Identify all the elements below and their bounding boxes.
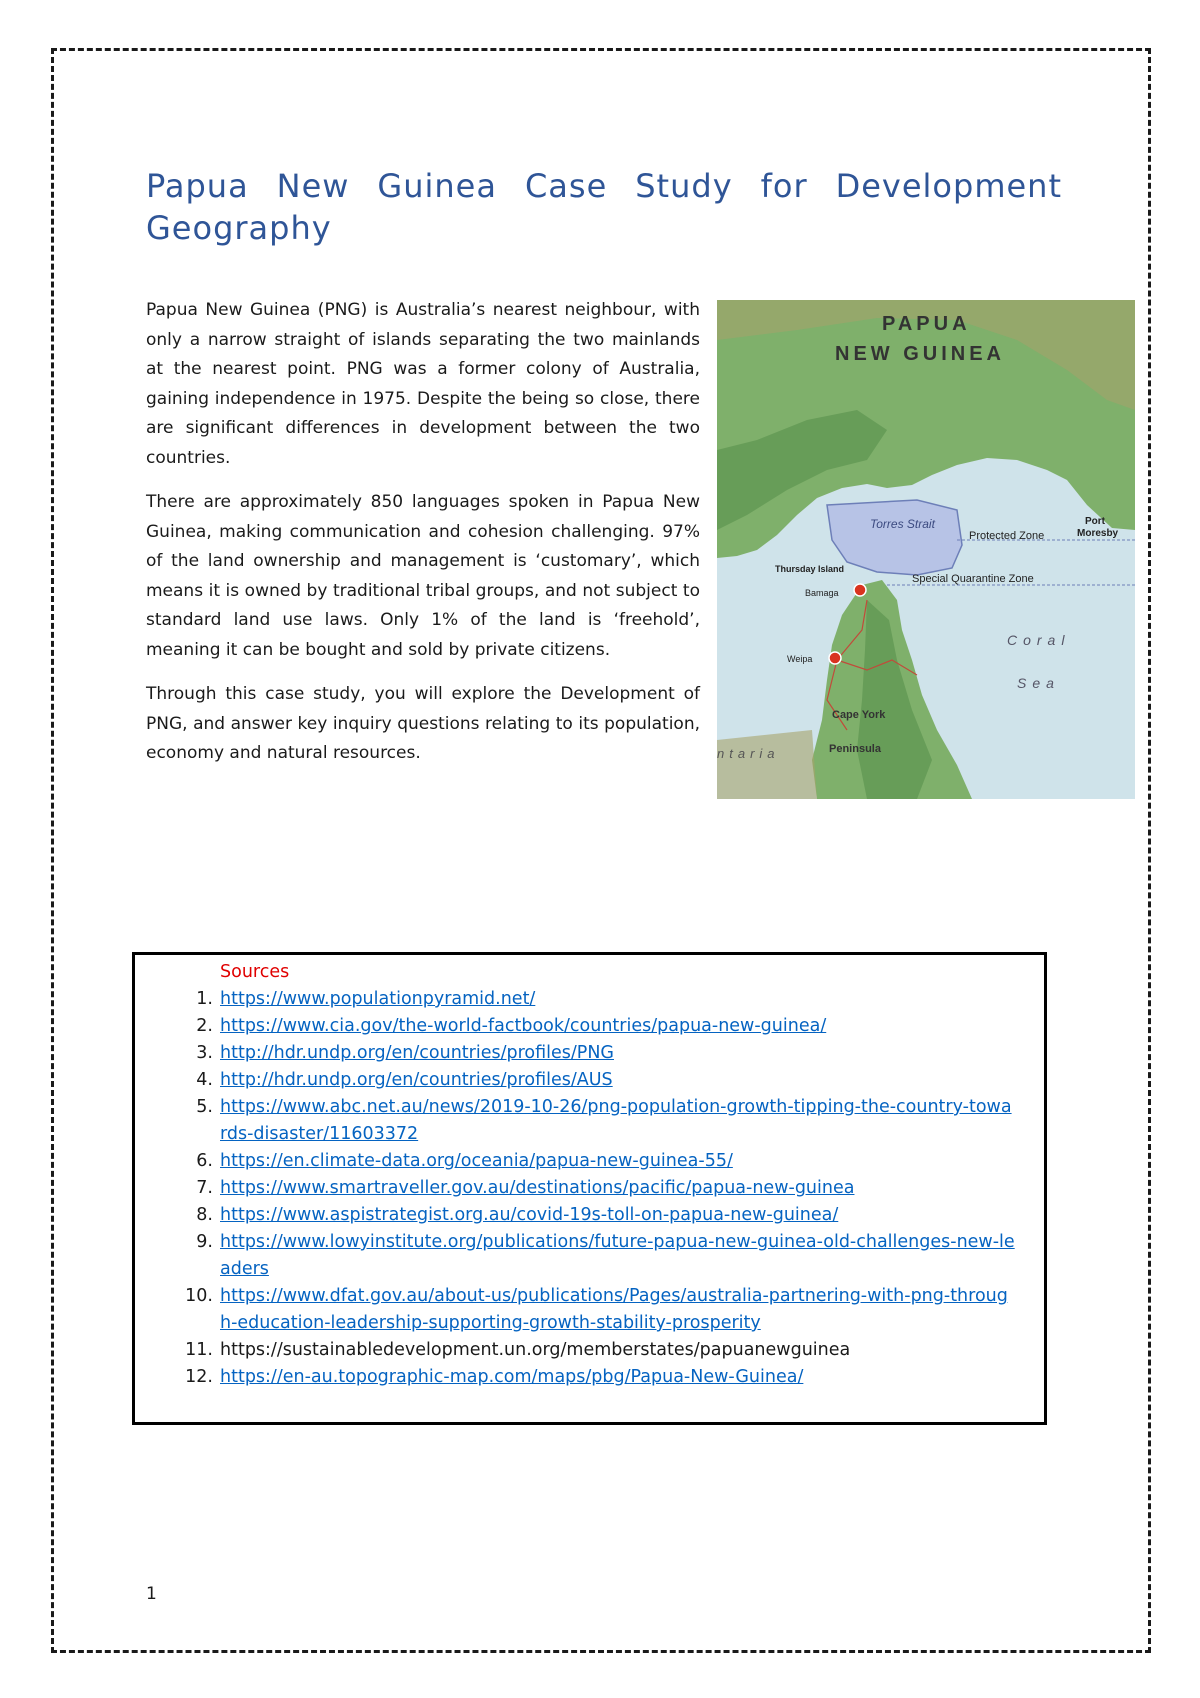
source-item [135,1067,1015,1094]
map-label-ntaria: ntaria [717,746,780,761]
source-link[interactable]: https://en.climate-data.org/oceania/papua-new-guinea-55/ [220,1151,733,1171]
source-item [135,1040,1015,1067]
map-label-torres-strait: Torres Strait [870,517,935,531]
source-number: 4. [196,1070,213,1090]
source-link[interactable]: https://en-au.topographic-map.com/maps/pbg/Papua-New-Guinea/ [220,1367,804,1387]
source-item [135,1229,1015,1283]
paragraph-languages: There are approximately 850 languages spoken in Papua New Guinea, making communication and cohesion challenging. 97% of the land ownership and management is ‘customary’, which means it is owned by traditional tribal groups, and not subject to standard land use laws. Only 1% of the land is ‘freehold’, meaning it can be bought and sold by private citizens. [146,492,700,660]
source-number: 9. [196,1232,213,1252]
map-label-bamaga: Bamaga [805,588,839,598]
source-number: 12. [185,1367,213,1387]
source-link[interactable]: https://www.populationpyramid.net/ [220,989,536,1009]
png-map-image [717,300,1135,799]
page-number: 1 [146,1584,157,1604]
source-item [135,1283,1015,1337]
source-number: 3. [196,1043,213,1063]
source-number: 8. [196,1205,213,1225]
map-title-new-guinea: NEW GUINEA [835,343,1005,365]
source-link[interactable]: https://www.aspistrategist.org.au/covid-19s-toll-on-papua-new-guinea/ [220,1205,839,1225]
source-link[interactable]: https://www.smartraveller.gov.au/destinations/pacific/papua-new-guinea [220,1178,855,1198]
source-link[interactable]: https://www.cia.gov/the-world-factbook/countries/papua-new-guinea/ [220,1016,827,1036]
source-link[interactable]: https://www.lowyinstitute.org/publications/future-papua-new-guinea-old-challenges-new-leaders [220,1232,1015,1279]
map-label-weipa: Weipa [787,654,813,664]
source-link[interactable]: http://hdr.undp.org/en/countries/profiles/PNG [220,1043,614,1063]
intro-text [146,296,700,784]
source-number: 7. [196,1178,213,1198]
map-label-moresby: Moresby [1077,528,1119,539]
source-item [135,1094,1015,1148]
map-label-cape-york: Cape York [832,709,886,721]
source-item [135,1148,1015,1175]
source-link[interactable]: http://hdr.undp.org/en/countries/profiles/AUS [220,1070,613,1090]
source-text: https://sustainabledevelopment.un.org/memberstates/papuanewguinea [220,1340,851,1360]
map-label-sea: Sea [1017,675,1060,691]
source-number: 11. [185,1340,213,1360]
page-title: Papua New Guinea Case Study for Development Geography [146,167,1062,247]
source-number: 10. [185,1286,213,1306]
paragraph-case-study: Through this case study, you will explore the Development of PNG, and answer key inquiry questions relating to its population, economy and natural resources. [146,684,700,763]
source-link[interactable]: https://www.dfat.gov.au/about-us/publications/Pages/australia-partnering-with-png-through-education-leadership-supporting-growth-stability-prosperity [220,1286,1008,1333]
source-number: 1. [196,989,213,1009]
map-label-peninsula: Peninsula [829,743,881,755]
map-title-papua: PAPUA [882,313,971,335]
map-label-protected-zone: Protected Zone [969,530,1045,542]
source-item [135,1013,1015,1040]
source-number: 6. [196,1151,213,1171]
map-label-port: Port [1085,516,1105,527]
source-item [135,1175,1015,1202]
source-number: 2. [196,1016,213,1036]
map-label-thursday-island: Thursday Island [775,564,845,574]
map-label-special-quarantine-zone: Special Quarantine Zone [912,573,1034,585]
map-label-coral: Coral [1007,632,1071,648]
source-item [135,986,1015,1013]
sources-list [135,986,1015,1391]
source-number: 5. [196,1097,213,1117]
sources-heading: Sources [220,962,290,982]
source-item [135,1364,1015,1391]
source-link[interactable]: https://www.abc.net.au/news/2019-10-26/png-population-growth-tipping-the-country-towards-disaster/11603372 [220,1097,1012,1144]
paragraph-intro: Papua New Guinea (PNG) is Australia’s nearest neighbour, with only a narrow straight of islands separating the two mainlands at the nearest point. PNG was a former colony of Australia, gaining independence in 1975. Despite the being so close, there are significant differences in development between the two countries. [146,300,700,468]
source-item [135,1337,1015,1364]
source-item [135,1202,1015,1229]
sources-box [132,952,1047,1425]
